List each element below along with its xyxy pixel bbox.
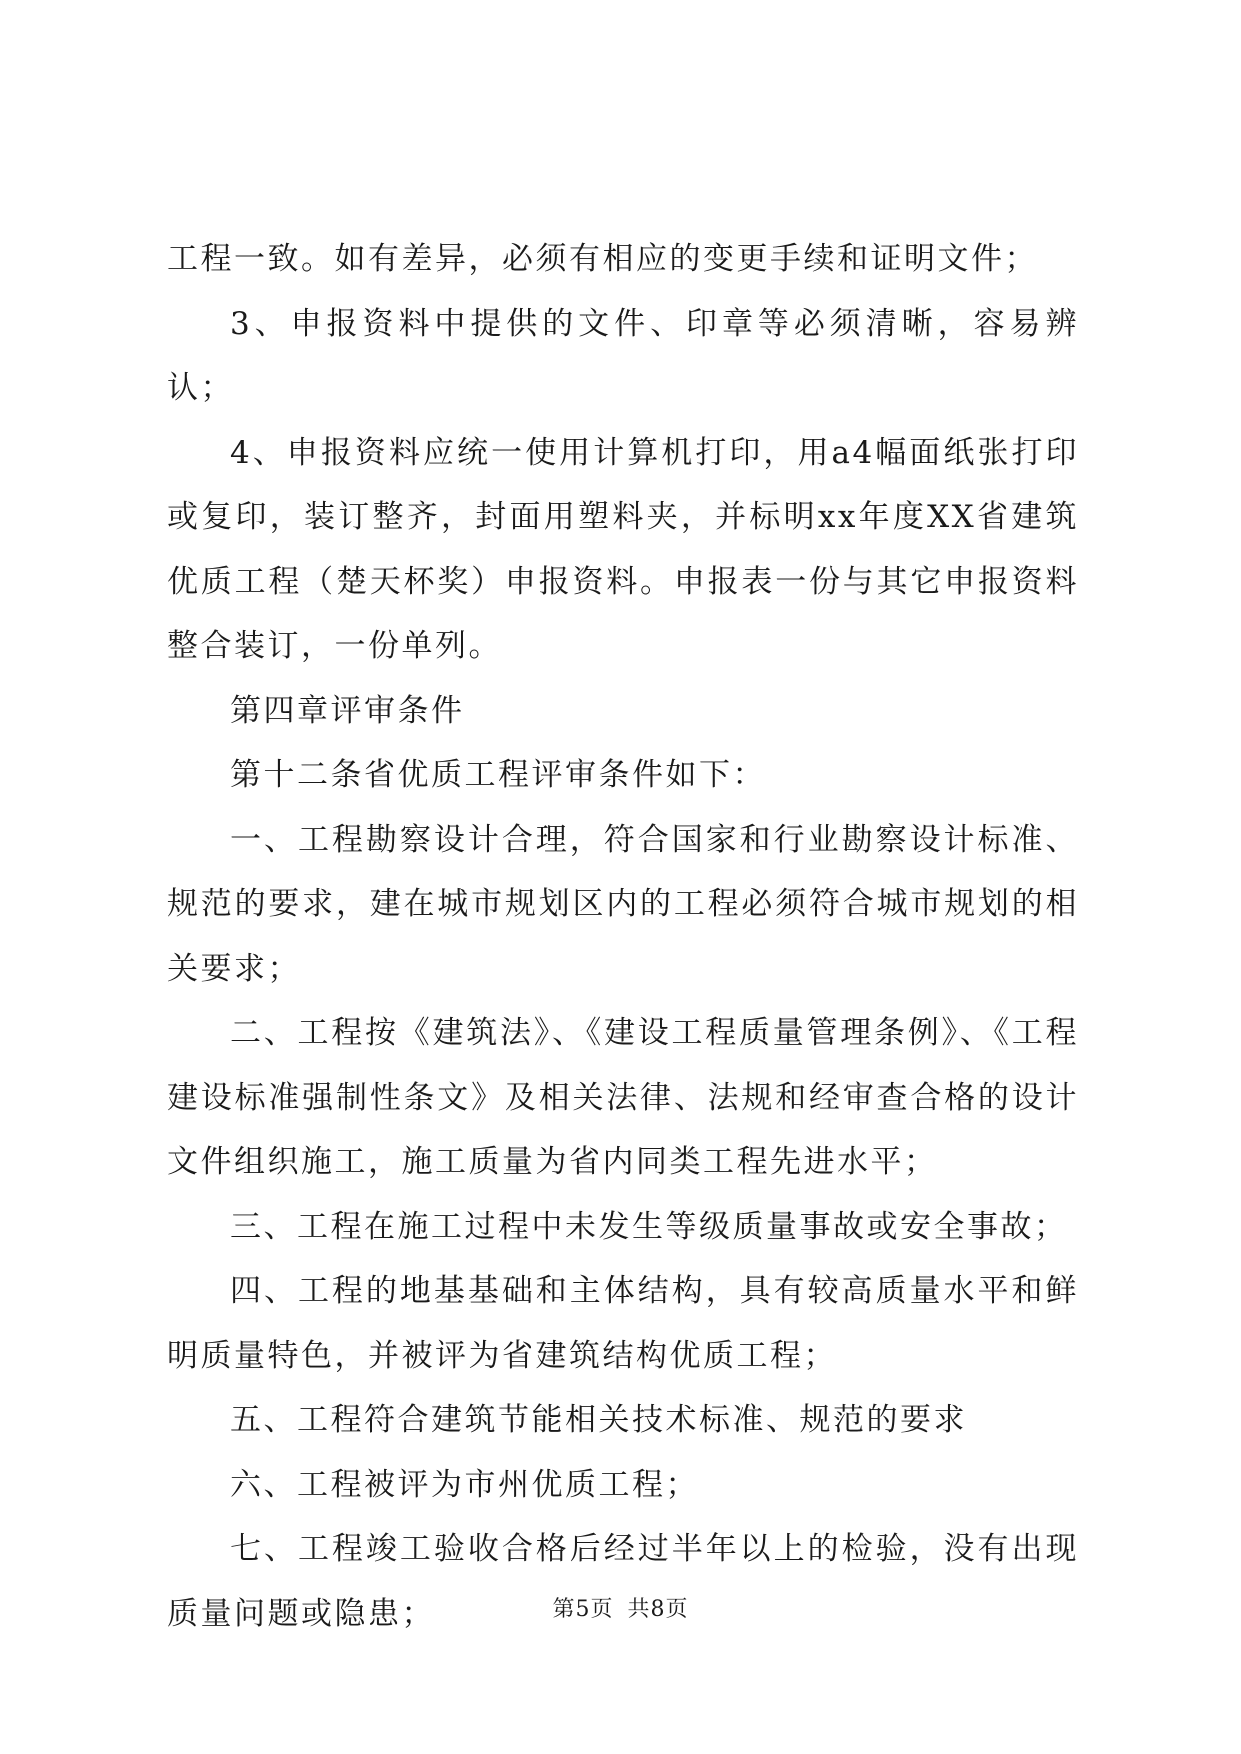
paragraph: 4、申报资料应统一使用计算机打印，用a4幅面纸张打印或复印，装订整齐，封面用塑料夹，并标明xx年度XX省建筑优质工程（楚天杯奖）申报资料。申报表一份与其它申报资料整合装订，一份单列。 <box>167 434 1079 664</box>
page-total: 共8页 <box>627 1597 689 1622</box>
paragraph: 工程一致。如有差异，必须有相应的变更手续和证明文件； <box>167 241 1038 277</box>
paragraph: 一、工程勘察设计合理，符合国家和行业勘察设计标准、规范的要求，建在城市规划区内的工程必须符合城市规划的相关要求； <box>167 821 1079 987</box>
paragraph: 四、工程的地基基础和主体结构，具有较高质量水平和鲜明质量特色，并被评为省建筑结构优质工程； <box>167 1273 1079 1374</box>
chapter-heading: 第四章评审条件 <box>230 692 465 729</box>
page-footer <box>0 1592 1241 1623</box>
document-body <box>167 227 1079 1646</box>
paragraph: 三、工程在施工过程中未发生等级质量事故或安全事故； <box>230 1208 1068 1245</box>
paragraph: 五、工程符合建筑节能相关技术标准、规范的要求 <box>230 1402 967 1438</box>
article-heading: 第十二条省优质工程评审条件如下： <box>230 757 766 793</box>
paragraph: 七、工程竣工验收合格后经过半年以上的检验，没有出现质量问题或隐患； <box>167 1531 1079 1632</box>
paragraph: 3、申报资料中提供的文件、印章等必须清晰，容易辨认； <box>167 305 1079 406</box>
paragraph: 二、工程按《建筑法》、《建设工程质量管理条例》、《工程建设标准强制性条文》及相关法律、法规和经审查合格的设计文件组织施工，施工质量为省内同类工程先进水平； <box>167 1015 1079 1180</box>
page-number: 第5页 <box>552 1597 614 1622</box>
paragraph: 六、工程被评为市州优质工程； <box>230 1466 699 1503</box>
